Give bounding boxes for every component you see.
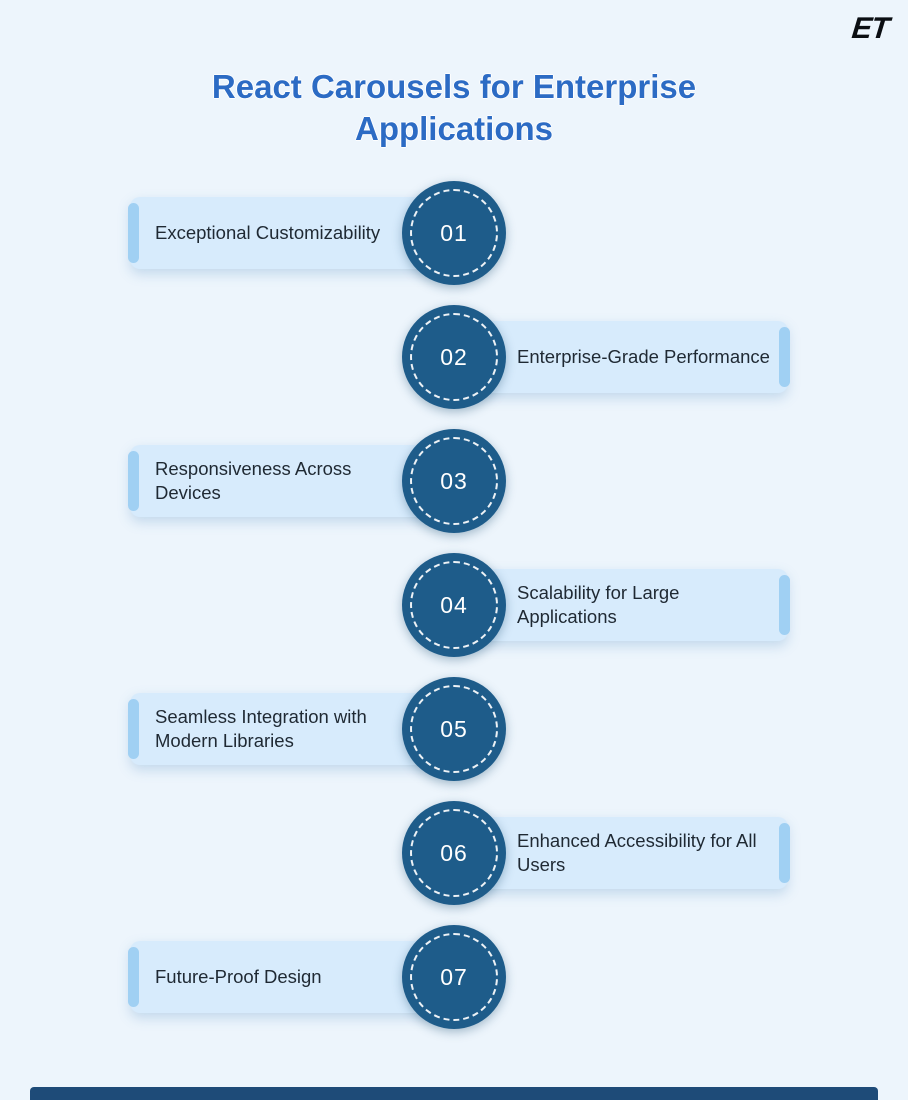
item-label: Scalability for Large Applications <box>517 581 680 627</box>
timeline-list <box>0 171 908 1039</box>
timeline-row-04 <box>0 543 908 667</box>
item-number: 02 <box>440 343 468 370</box>
item-number: 03 <box>440 467 468 494</box>
accent-edge <box>779 327 790 387</box>
item-number-badge-07 <box>402 925 506 1029</box>
item-label: Enterprise-Grade Performance <box>517 345 770 367</box>
et-logo: ET <box>849 12 890 45</box>
item-number-badge-01 <box>402 181 506 285</box>
item-number: 01 <box>440 219 468 246</box>
item-number-badge-06 <box>402 801 506 905</box>
item-number-badge-02 <box>402 305 506 409</box>
item-label: Seamless Integration with Modern Libraries <box>155 705 367 751</box>
item-number: 05 <box>440 715 468 742</box>
timeline-row-05 <box>0 667 908 791</box>
timeline-row-07 <box>0 915 908 1039</box>
accent-edge <box>128 947 139 1007</box>
item-number-badge-03 <box>402 429 506 533</box>
timeline-row-03 <box>0 419 908 543</box>
accent-edge <box>128 203 139 263</box>
accent-edge <box>779 575 790 635</box>
item-label: Enhanced Accessibility for All Users <box>517 829 757 875</box>
accent-edge <box>779 823 790 883</box>
accent-edge <box>128 699 139 759</box>
item-label: Exceptional Customizability <box>155 221 381 243</box>
item-number-badge-05 <box>402 677 506 781</box>
item-number-badge-04 <box>402 553 506 657</box>
page-title: React Carousels for Enterprise Applications <box>211 68 697 148</box>
timeline-row-01 <box>0 171 908 295</box>
item-number: 07 <box>440 963 468 990</box>
timeline-row-06 <box>0 791 908 915</box>
item-number: 04 <box>440 591 468 618</box>
timeline-row-02 <box>0 295 908 419</box>
item-label: Future-Proof Design <box>155 965 322 987</box>
footer-accent-bar <box>30 1087 878 1100</box>
item-number: 06 <box>440 839 468 866</box>
accent-edge <box>128 451 139 511</box>
item-label: Responsiveness Across Devices <box>155 457 352 503</box>
